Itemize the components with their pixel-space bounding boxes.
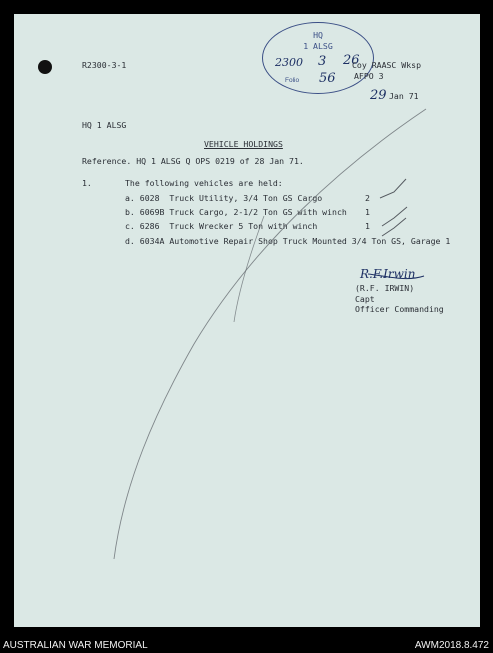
- stamp-folio-number: 56: [319, 71, 336, 86]
- date-day: 29: [370, 88, 387, 103]
- item-c: c. 6286 Truck Wrecker 5 Ton with winch: [125, 221, 318, 231]
- stamp-folio-label: Folio: [285, 77, 300, 84]
- signatory-rank: Capt: [355, 294, 375, 304]
- item-b-qty: 1: [365, 207, 370, 217]
- footer-bar: [0, 632, 493, 653]
- stamp-part: 3: [318, 54, 327, 69]
- file-reference: R2300-3-1: [82, 60, 127, 70]
- stamp-line2: 1 ALSG: [303, 41, 333, 51]
- stamp-item: 26: [343, 53, 360, 68]
- footer-accession-number: AWM2018.8.472: [414, 640, 489, 651]
- item-d: d. 6034A Automotive Repair Shop Truck Mounted 3/4 Ton GS, Garage 1: [125, 236, 451, 246]
- paragraph-number: 1.: [82, 178, 92, 188]
- paragraph-text: The following vehicles are held:: [125, 178, 283, 188]
- addressee-line2: AFPO 3: [354, 71, 384, 81]
- addressee-line1: Coy RAASC Wksp: [352, 60, 422, 70]
- item-a-qty: 2: [365, 193, 370, 203]
- signatory-appointment: Officer Commanding: [355, 304, 444, 314]
- reference-line: Reference. HQ 1 ALSG Q OPS 0219 of 28 Jan 71.: [82, 156, 304, 166]
- item-c-qty: 1: [365, 221, 370, 231]
- footer-institution: AUSTRALIAN WAR MEMORIAL: [3, 640, 148, 651]
- stamp-file-no: 2300: [275, 56, 303, 69]
- date-month-year: Jan 71: [389, 91, 419, 101]
- document-page: [14, 14, 480, 627]
- from-line: HQ 1 ALSG: [82, 120, 127, 130]
- item-a: a. 6028 Truck Utility, 3/4 Ton GS Cargo: [125, 193, 323, 203]
- item-b: b. 6069B Truck Cargo, 2-1/2 Ton GS with winch: [125, 207, 347, 217]
- document-title: VEHICLE HOLDINGS: [204, 139, 283, 149]
- signatory-name: (R.F. IRWIN): [355, 283, 415, 293]
- stamp-line1: HQ: [313, 30, 323, 40]
- pencil-marks: [14, 14, 480, 627]
- signature: R.F.Irwin: [360, 267, 416, 281]
